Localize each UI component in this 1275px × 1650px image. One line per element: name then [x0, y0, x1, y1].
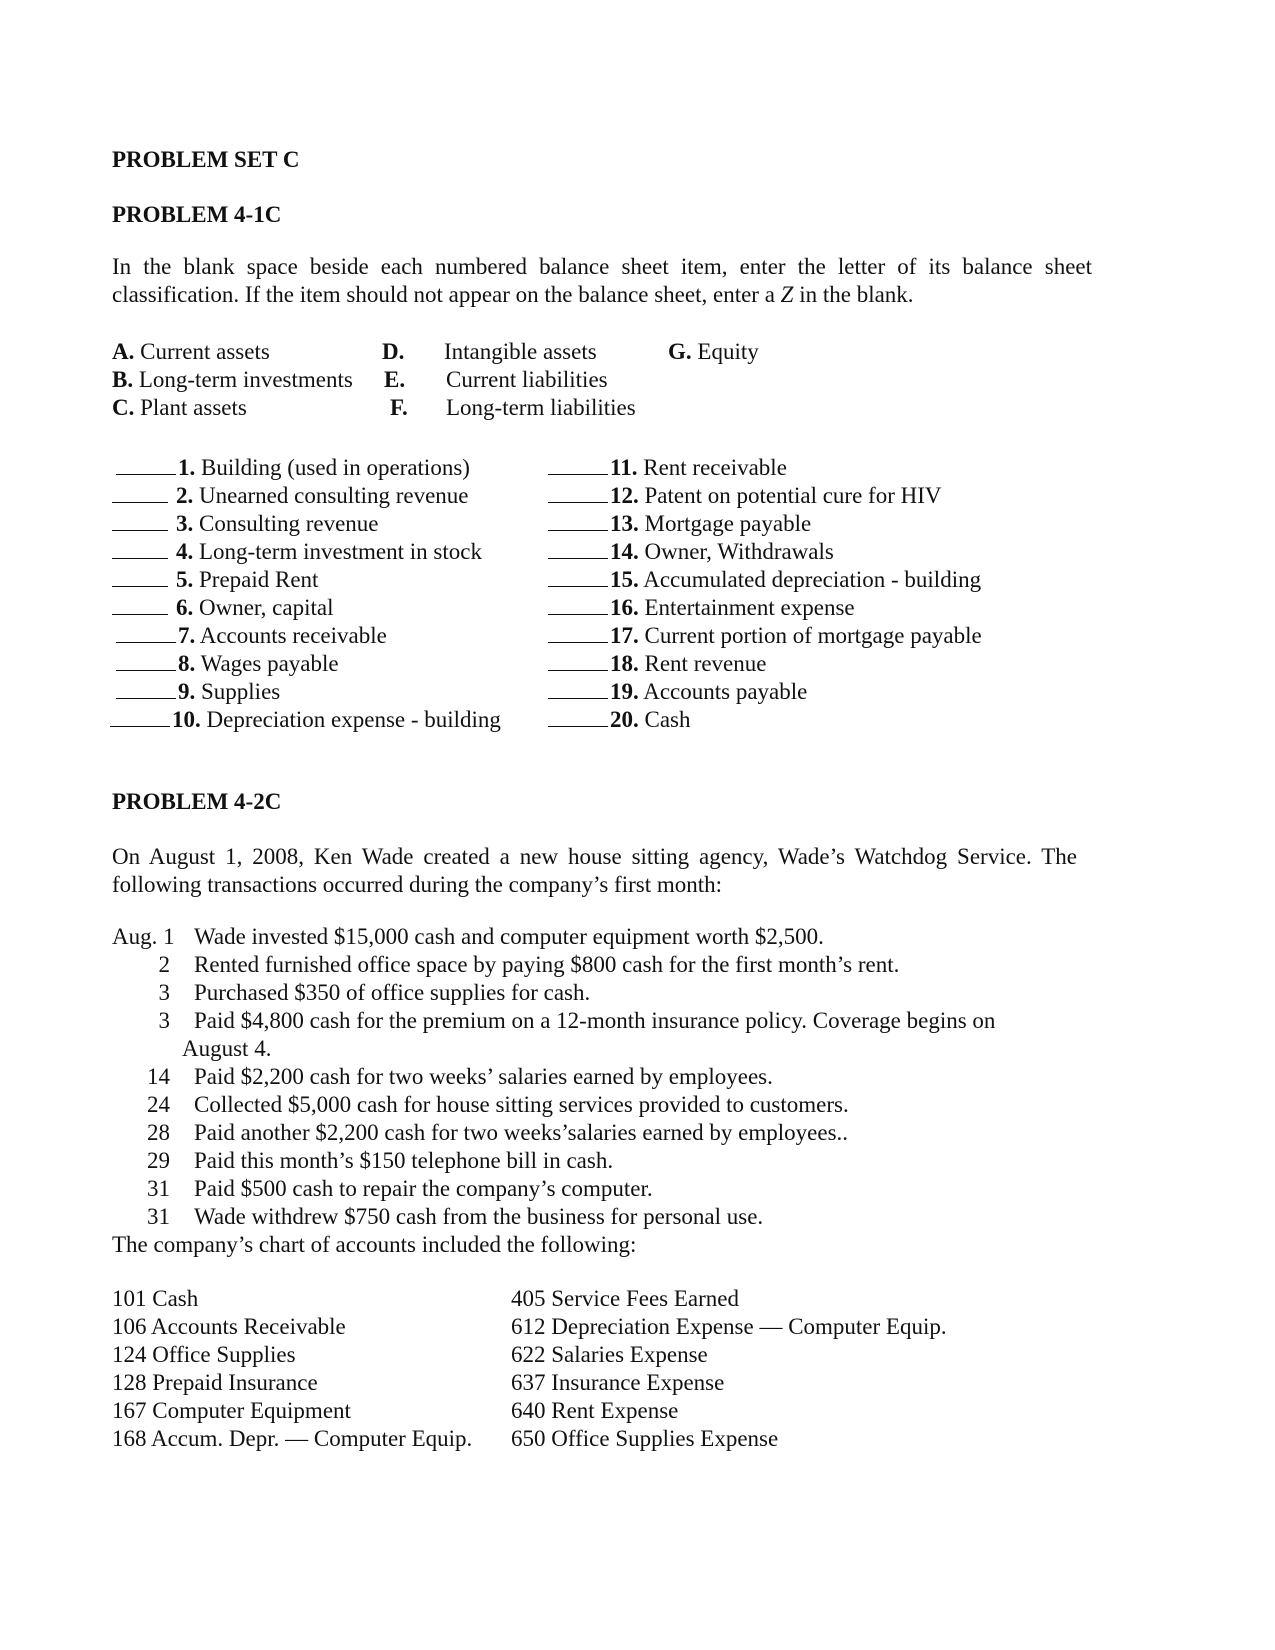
transaction-row: [112, 1204, 764, 1229]
answer-blank[interactable]: [112, 484, 168, 503]
item-18: 18. Rent revenue: [548, 652, 766, 675]
transaction-row: [112, 924, 824, 949]
answer-blank[interactable]: [548, 456, 608, 475]
transaction-text: August 4.: [182, 1036, 272, 1061]
answer-blank[interactable]: [116, 680, 176, 699]
classification-a: A. Current assets: [112, 339, 270, 364]
transaction-row: [112, 1092, 849, 1117]
answer-blank[interactable]: [112, 540, 168, 559]
transaction-date: 24: [147, 1092, 170, 1117]
transaction-row: [112, 1176, 653, 1201]
classification-e-label: Current liabilities: [446, 367, 608, 392]
account-item: 106 Accounts Receivable: [112, 1314, 346, 1339]
item-3: 3. Consulting revenue: [112, 512, 379, 535]
answer-blank[interactable]: [548, 512, 608, 531]
transaction-text: Paid $500 cash to repair the company’s computer.: [194, 1176, 653, 1201]
item-2: 2. Unearned consulting revenue: [112, 484, 469, 507]
transaction-row: [112, 980, 591, 1005]
transaction-text: Wade invested $15,000 cash and computer equipment worth $2,500.: [194, 924, 824, 949]
transaction-row: [112, 1064, 773, 1089]
item-11: 11. Rent receivable: [548, 456, 787, 479]
account-item: 128 Prepaid Insurance: [112, 1370, 318, 1395]
problem-4-1c-title: PROBLEM 4-1C: [112, 202, 282, 227]
classification-f-label: Long-term liabilities: [446, 395, 636, 420]
transaction-text: Purchased $350 of office supplies for cash.: [194, 980, 591, 1005]
answer-blank[interactable]: [110, 708, 170, 727]
account-item: 612 Depreciation Expense — Computer Equip.: [511, 1314, 947, 1339]
item-10: 10. Depreciation expense - building: [110, 708, 501, 731]
item-6: 6. Owner, capital: [112, 596, 333, 619]
classification-d-label: Intangible assets: [444, 339, 597, 364]
classification-c: C. Plant assets: [112, 395, 247, 420]
transaction-date: 14: [147, 1064, 170, 1089]
answer-blank[interactable]: [548, 680, 608, 699]
answer-blank[interactable]: [548, 568, 608, 587]
answer-blank[interactable]: [548, 708, 608, 727]
account-item: 124 Office Supplies: [112, 1342, 296, 1367]
transaction-date: 31: [147, 1204, 170, 1229]
classification-g: G. Equity: [668, 339, 759, 364]
item-20: 20. Cash: [548, 708, 691, 731]
classification-e-letter: E.: [384, 367, 406, 392]
transaction-date: 31: [147, 1176, 170, 1201]
item-12: 12. Patent on potential cure for HIV: [548, 484, 942, 507]
answer-blank[interactable]: [548, 596, 608, 615]
transaction-row: [112, 1120, 849, 1145]
item-17: 17. Current portion of mortgage payable: [548, 624, 982, 647]
answer-blank[interactable]: [116, 456, 176, 475]
item-14: 14. Owner, Withdrawals: [548, 540, 834, 563]
item-9: 9. Supplies: [116, 680, 280, 703]
transaction-date: 29: [147, 1148, 170, 1173]
account-item: 637 Insurance Expense: [511, 1370, 725, 1395]
transaction-date: 28: [147, 1120, 170, 1145]
answer-blank[interactable]: [548, 484, 608, 503]
answer-blank[interactable]: [112, 568, 168, 587]
transaction-date: Aug. 1: [112, 924, 175, 949]
classification-f-letter: F.: [390, 395, 408, 420]
transaction-text: Paid $4,800 cash for the premium on a 12-month insurance policy. Coverage begins on: [194, 1008, 996, 1033]
problem-4-2c-intro: On August 1, 2008, Ken Wade created a new house sitting agency, Wade’s Watchdog Service. The following transactions occurred during the company’s first month:: [112, 844, 1077, 897]
answer-blank[interactable]: [116, 652, 176, 671]
answer-blank[interactable]: [548, 624, 608, 643]
problem-4-2c-title: PROBLEM 4-2C: [112, 789, 282, 814]
transaction-text: Collected $5,000 cash for house sitting services provided to customers.: [194, 1092, 849, 1117]
item-7: 7. Accounts receivable: [116, 624, 387, 647]
item-8: 8. Wages payable: [116, 652, 339, 675]
item-1: 1. Building (used in operations): [116, 456, 470, 479]
transaction-date: 3: [158, 980, 170, 1005]
transaction-text: Wade withdrew $750 cash from the business for personal use.: [194, 1204, 764, 1229]
transaction-date: 3: [158, 1008, 170, 1033]
answer-blank[interactable]: [548, 540, 608, 559]
account-item: 650 Office Supplies Expense: [511, 1426, 779, 1451]
account-item: 405 Service Fees Earned: [511, 1286, 740, 1311]
chart-of-accounts-intro: The company’s chart of accounts included the following:: [112, 1232, 637, 1257]
item-5: 5. Prepaid Rent: [112, 568, 318, 591]
account-item: 622 Salaries Expense: [511, 1342, 708, 1367]
item-4: 4. Long-term investment in stock: [112, 540, 482, 563]
account-item: 640 Rent Expense: [511, 1398, 679, 1423]
transaction-text: Rented furnished office space by paying $800 cash for the first month’s rent.: [194, 952, 900, 977]
transaction-row: [112, 952, 900, 977]
item-19: 19. Accounts payable: [548, 680, 807, 703]
item-15: 15. Accumulated depreciation - building: [548, 568, 981, 591]
problem-4-1c-instructions: In the blank space beside each numbered balance sheet item, enter the letter of its balance sheet classification. If the item should not appear on the balance sheet, enter a Z in the blank.: [112, 254, 1092, 307]
transaction-date: 2: [158, 952, 170, 977]
transaction-row: [112, 1148, 614, 1173]
account-item: 168 Accum. Depr. — Computer Equip.: [112, 1426, 473, 1451]
account-item: 101 Cash: [112, 1286, 199, 1311]
answer-blank[interactable]: [112, 512, 168, 531]
transaction-text: Paid $2,200 cash for two weeks’ salaries earned by employees.: [194, 1064, 773, 1089]
transaction-text: Paid another $2,200 cash for two weeks’salaries earned by employees..: [194, 1120, 849, 1145]
item-13: 13. Mortgage payable: [548, 512, 811, 535]
account-item: 167 Computer Equipment: [112, 1398, 351, 1423]
transaction-text: Paid this month’s $150 telephone bill in cash.: [194, 1148, 614, 1173]
classification-b: B. Long-term investments: [112, 367, 353, 392]
problem-set-title: PROBLEM SET C: [112, 147, 300, 172]
transaction-row: [112, 1036, 272, 1061]
transaction-row: [112, 1008, 996, 1033]
answer-blank[interactable]: [112, 596, 168, 615]
answer-blank[interactable]: [548, 652, 608, 671]
item-16: 16. Entertainment expense: [548, 596, 855, 619]
answer-blank[interactable]: [116, 624, 176, 643]
classification-d-letter: D.: [382, 339, 405, 364]
